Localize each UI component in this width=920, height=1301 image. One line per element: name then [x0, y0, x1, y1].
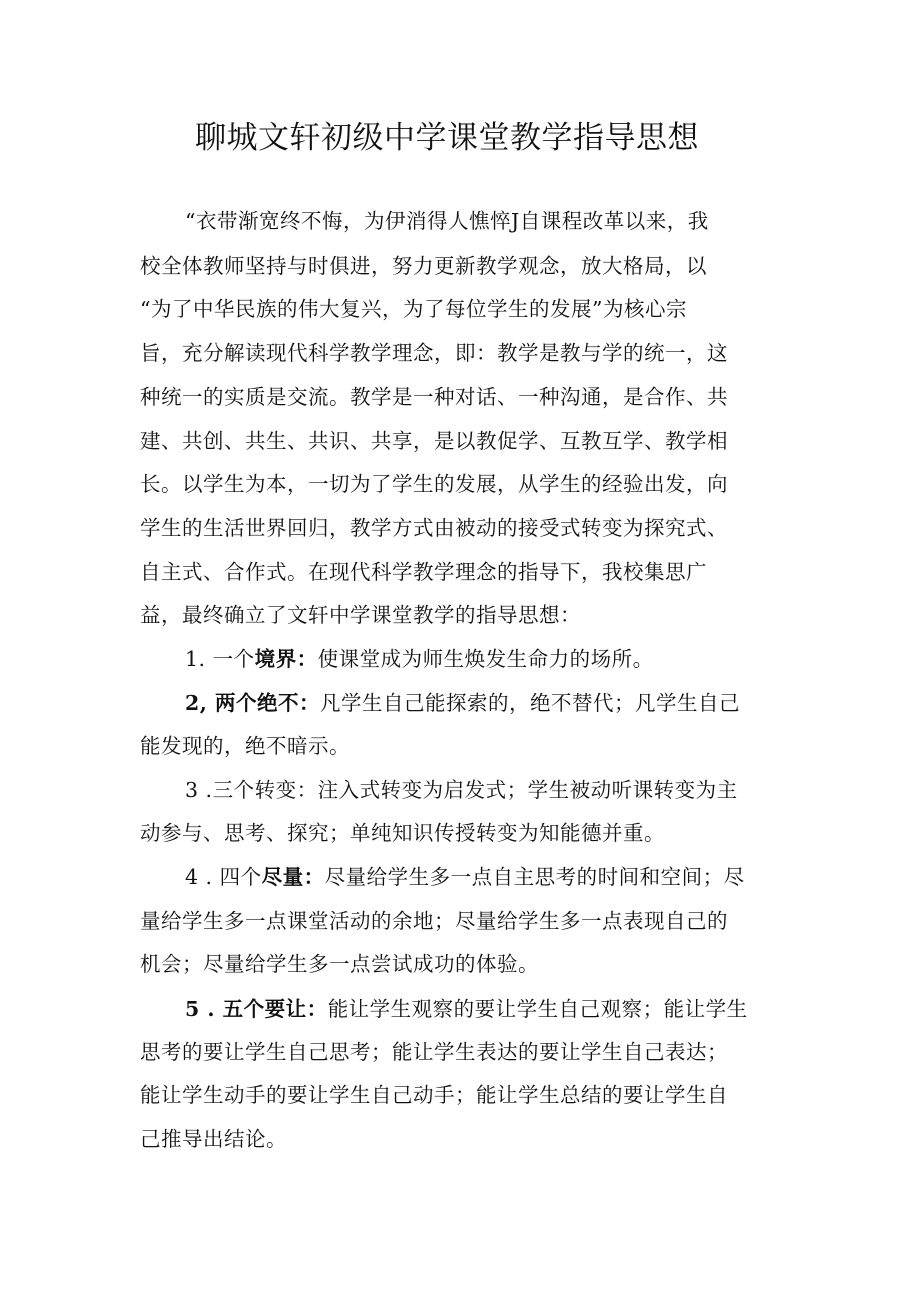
item-heading: 2, 两个绝不：: [185, 691, 321, 715]
list-item-2: [185, 688, 800, 718]
item-continuation: 动参与、思考、探究；单纯知识传授转变为知能德并重。: [140, 821, 665, 845]
document-title: 聊城文轩初级中学课堂教学指导思想: [195, 120, 699, 156]
item-text: 能让学生观察的要让学生自己观察；能让学生: [327, 997, 748, 1021]
paragraph-line: 学生的生活世界回归，教学方式由被动的接受式转变为探究式、: [140, 516, 728, 540]
list-item-1: [185, 644, 800, 674]
paragraph-line: 种统一的实质是交流。教学是一种对话、一种沟通，是合作、共: [140, 385, 728, 409]
list-item-3: [185, 775, 800, 805]
item-continuation: 机会；尽量给学生多一点尝试成功的体验。: [140, 952, 539, 976]
item-continuation: 能发现的，绝不暗示。: [140, 734, 350, 758]
paragraph-line: 长。以学生为本，一切为了学生的发展，从学生的经验出发，向: [140, 472, 728, 496]
item-heading: 3 .三个转变：: [185, 778, 318, 802]
paragraph-line: 旨，充分解读现代科学教学理念，即：教学是教与学的统一，这: [140, 341, 728, 365]
paragraph-line: “为了中华民族的伟大复兴，为了每位学生的发展”为核心宗: [140, 297, 687, 321]
item-heading: 5 . 五个要让：: [185, 997, 328, 1021]
paragraph-line: “衣带渐宽终不悔，为伊消得人憔悴J自课程改革以来，我: [185, 209, 709, 233]
item-heading: 尽量：: [261, 865, 325, 889]
item-number: 4 . 四个: [185, 865, 262, 889]
item-heading: 境界：: [254, 647, 318, 671]
item-continuation: 量给学生多一点课堂活动的余地；尽量给学生多一点表现自己的: [140, 909, 728, 933]
list-item-5: [185, 994, 800, 1024]
item-text: 使课堂成为师生焕发生命力的场所。: [317, 647, 654, 671]
list-item-4: [185, 862, 800, 892]
item-number: 1. 一个: [185, 647, 255, 671]
paragraph-line: 建、共创、共生、共识、共享，是以教促学、互教互学、教学相: [140, 429, 728, 453]
paragraph-line: 自主式、合作式。在现代科学教学理念的指导下，我校集思广: [140, 560, 707, 584]
item-continuation: 能让学生动手的要让学生自己动手；能让学生总结的要让学生自: [140, 1083, 728, 1107]
item-text: 注入式转变为启发式；学生被动听课转变为主: [317, 778, 738, 802]
paragraph-line: 益，最终确立了文轩中学课堂教学的指导思想：: [140, 603, 581, 627]
item-text: 凡学生自己能探索的，绝不替代；凡学生自己: [320, 691, 741, 715]
item-continuation: 己推导出结论。: [140, 1127, 287, 1151]
item-text: 尽量给学生多一点自主思考的时间和空间；尽: [324, 865, 745, 889]
paragraph-line: 校全体教师坚持与时俱进，努力更新教学观念，放大格局，以: [140, 254, 707, 278]
item-continuation: 思考的要让学生自己思考；能让学生表达的要让学生自己表达；: [140, 1040, 728, 1064]
